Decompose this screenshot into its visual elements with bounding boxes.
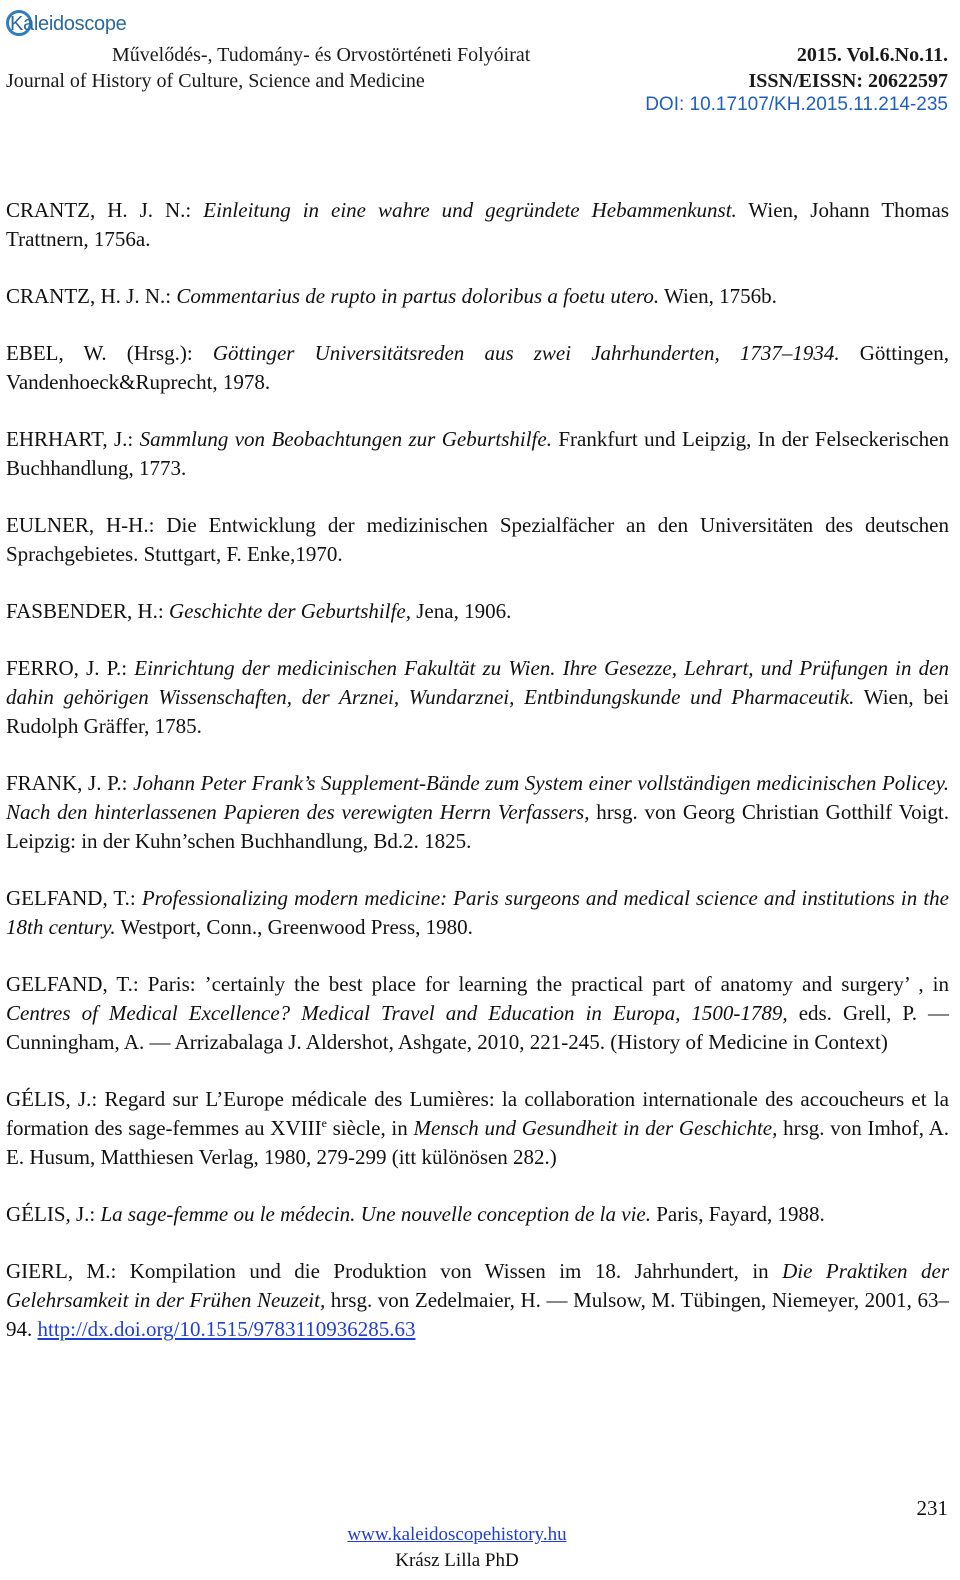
reference-publication: Wien, 1756b. [659, 284, 777, 308]
reference-title: Centres of Medical Excellence? Medical Travel and Education in Europa, 1500-1789, [6, 1001, 788, 1025]
reference-title: Die Praktiken der Gelehrsamkeit in der Frühen Neuzeit, [6, 1259, 949, 1312]
page-header [0, 0, 960, 120]
reference-entry [6, 597, 949, 626]
reference-author: GELFAND, T.: [6, 886, 142, 910]
reference-author: GELFAND, T.: [6, 972, 148, 996]
reference-publication: Westport, Conn., Greenwood Press, 1980. [115, 915, 473, 939]
reference-author: CRANTZ, H. J. N.: [6, 198, 204, 222]
reference-title: Mensch und Gesundheit in der Geschichte, [413, 1116, 778, 1140]
journal-doi: DOI: 10.17107/KH.2015.11.214-235 [645, 94, 948, 115]
reference-title: Einrichtung der medicinischen Fakultät zu Wien. Ihre Gesezze, Lehrart, und Prüfungen in den dahin gehörigen Wissenschaften, der Arznei, Wundarznei, Entbindungskunde und Pharmaceutik. [6, 656, 949, 709]
reference-entry [6, 970, 949, 1057]
reference-publication: Die Entwicklung der medizinischen Spezialfächer an den Universitäten des deutschen Sprachgebietes. Stuttgart, F. Enke,1970. [6, 513, 949, 566]
reference-publication: Jena, 1906. [411, 599, 512, 623]
reference-entry [6, 1085, 949, 1172]
reference-author: GÉLIS, J.: [6, 1087, 105, 1111]
reference-author: FRANK, J. P.: [6, 771, 134, 795]
reference-author: FERRO, J. P.: [6, 656, 135, 680]
reference-publication: Frankfurt und Leipzig, In der Felseckerischen Buchhandlung, 1773. [6, 427, 949, 480]
reference-superscript: e [321, 1116, 327, 1130]
reference-publication: hrsg. von Georg Christian Gotthilf Voigt. Leipzig: in der Kuhn’schen Buchhandlung, Bd.2. 1825. [6, 800, 950, 853]
reference-entry [6, 1257, 949, 1344]
reference-entry [6, 884, 949, 942]
footer-author: Krász Lilla PhD [395, 1550, 519, 1571]
reference-title: Einleitung in eine wahre und gegründete Hebammenkunst. [203, 198, 737, 222]
reference-entry [6, 511, 949, 569]
footer-website-link[interactable]: www.kaleidoscopehistory.hu [347, 1524, 567, 1545]
reference-entry [6, 769, 949, 856]
reference-text: Paris: ’certainly the best place for learning the practical part of anatomy and surgery’ , in [147, 972, 949, 996]
reference-title: Johann Peter Frank’s Supplement-Bände zum System einer vollständigen medicinischen Policey. Nach den hinterlassenen Papieren des verewigten Herrn Verfassers, [6, 771, 949, 824]
reference-entry [6, 1200, 949, 1229]
journal-title-english: Journal of History of Culture, Science and Medicine [6, 70, 425, 92]
kaleidoscope-logo: Kaleidoscope [6, 10, 127, 36]
reference-list [6, 196, 949, 1372]
reference-publication: eds. Grell, P. — Cunningham, A. — Arrizabalaga J. Aldershot, Ashgate, 2010, 221-245. (History of Medicine in Context) [6, 1001, 949, 1054]
reference-author: EHRHART, J.: [6, 427, 140, 451]
reference-entry [6, 425, 949, 483]
page-number: 231 [916, 1496, 948, 1520]
journal-issn: ISSN/EISSN: 20622597 [748, 70, 948, 92]
reference-publication: hrsg. von Zedelmaier, H. — Mulsow, M. Tübingen, Niemeyer, 2001, 63–94. [6, 1288, 949, 1341]
journal-volume: 2015. Vol.6.No.11. [796, 44, 948, 66]
journal-title-hungarian: Művelődés-, Tudomány- és Orvostörténeti Folyóirat [112, 44, 531, 66]
reference-author: GIERL, M.: [6, 1259, 130, 1283]
reference-title: Göttinger Universitätsreden aus zwei Jahrhunderten, 1737–1934. [212, 341, 840, 365]
reference-title: Professionalizing modern medicine: Paris surgeons and medical science and institutions in the 18th century. [6, 886, 949, 939]
reference-title: La sage-femme ou le médecin. Une nouvelle conception de la vie. [100, 1202, 651, 1226]
reference-title: Commentarius de rupto in partus doloribus a foetu utero. [176, 284, 660, 308]
reference-text: siècle, in [326, 1116, 414, 1140]
reference-entry [6, 339, 949, 397]
reference-author: FASBENDER, H.: [6, 599, 169, 623]
reference-entry [6, 196, 949, 254]
reference-author: EBEL, W. (Hrsg.): [6, 341, 213, 365]
reference-publication: Paris, Fayard, 1988. [650, 1202, 825, 1226]
reference-publication: Göttingen, Vandenhoeck&Ruprecht, 1978. [6, 341, 949, 394]
reference-author: GÉLIS, J.: [6, 1202, 101, 1226]
reference-title: Geschichte der Geburtshilfe, [168, 599, 411, 623]
reference-publication: Wien, Johann Thomas Trattnern, 1756a. [6, 198, 950, 251]
reference-author: EULNER, H-H.: [6, 513, 167, 537]
reference-doi-link[interactable]: http://dx.doi.org/10.1515/9783110936285.63 [37, 1317, 416, 1341]
reference-publication: Wien, bei Rudolph Gräffer, 1785. [6, 685, 949, 738]
reference-text: Regard sur L’Europe médicale des Lumières: la collaboration internationale des accoucheurs et la formation des sage-femmes au XVIII [6, 1087, 950, 1140]
reference-publication: hrsg. von Imhof, A. E. Husum, Matthiesen Verlag, 1980, 279-299 (itt különösen 282.) [6, 1116, 950, 1169]
reference-entry [6, 654, 949, 741]
reference-title: Sammlung von Beobachtungen zur Geburtshilfe. [139, 427, 552, 451]
reference-author: CRANTZ, H. J. N.: [6, 284, 177, 308]
reference-entry [6, 282, 949, 311]
reference-text: Kompilation und die Produktion von Wissen im 18. Jahrhundert, in [129, 1259, 783, 1283]
